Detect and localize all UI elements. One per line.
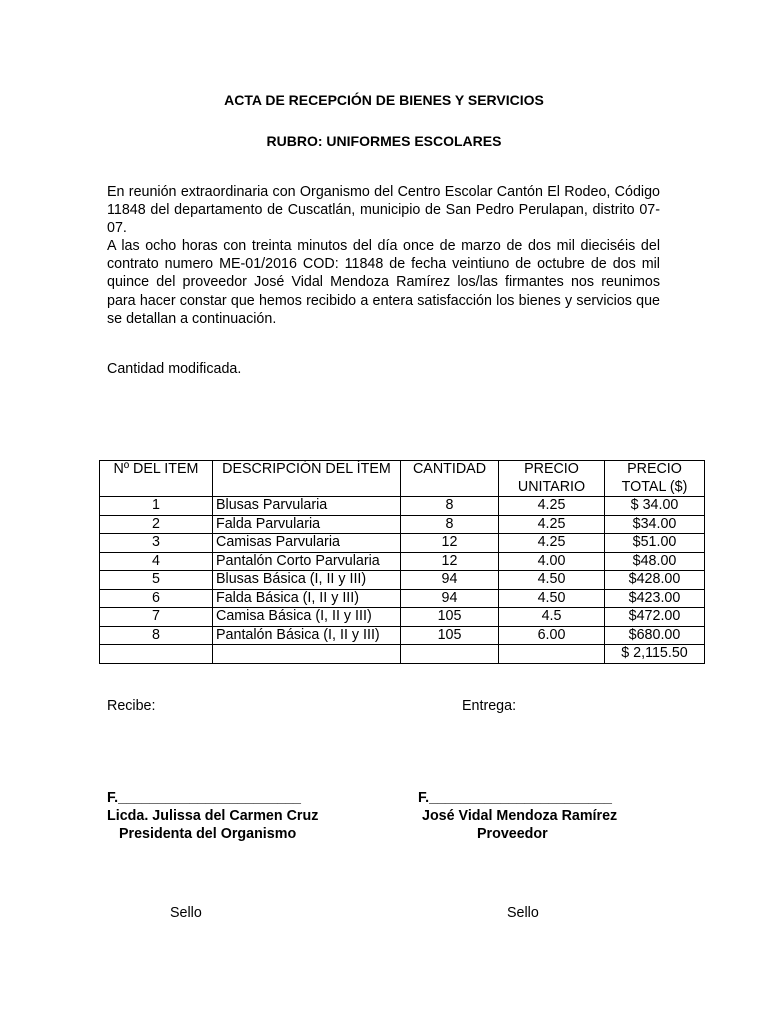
empty-cell (213, 645, 401, 664)
header-total-price: PRECIO TOTAL ($) (605, 461, 705, 497)
cell-quantity: 105 (401, 626, 499, 645)
cell-total-price: $472.00 (605, 608, 705, 627)
cell-description: Blusas Básica (I, II y III) (213, 571, 401, 590)
cell-quantity: 8 (401, 515, 499, 534)
cell-quantity: 94 (401, 589, 499, 608)
right-signature-line: F._______________________ (418, 790, 612, 806)
cell-item-number: 2 (100, 515, 213, 534)
cell-unit-price: 4.50 (499, 571, 605, 590)
cell-item-number: 3 (100, 534, 213, 553)
cantidad-note: Cantidad modificada. (107, 361, 242, 377)
cell-unit-price: 6.00 (499, 626, 605, 645)
entrega-label: Entrega: (462, 698, 517, 714)
table-row (100, 608, 705, 627)
cell-description: Pantalón Básica (I, II y III) (213, 626, 401, 645)
cell-item-number: 1 (100, 497, 213, 516)
cell-total-price: $51.00 (605, 534, 705, 553)
table-total-row (100, 645, 705, 664)
cell-unit-price: 4.25 (499, 534, 605, 553)
table-row (100, 571, 705, 590)
cell-item-number: 4 (100, 552, 213, 571)
document-subtitle: RUBRO: UNIFORMES ESCOLARES (266, 133, 502, 149)
cell-quantity: 8 (401, 497, 499, 516)
left-signer-role: Presidenta del Organismo (119, 826, 297, 842)
header-description: DESCRIPCIÓN DEL ÍTEM (213, 461, 401, 497)
cell-item-number: 7 (100, 608, 213, 627)
cell-total-price: $680.00 (605, 626, 705, 645)
cell-item-number: 8 (100, 626, 213, 645)
cell-total-price: $ 34.00 (605, 497, 705, 516)
table-row (100, 534, 705, 553)
intro-paragraph: En reunión extraordinaria con Organismo del Centro Escolar Cantón El Rodeo, Código 11848 del departamento de Cuscatlán, municipio de San Pedro Perulapan, distrito 07-07. (107, 184, 660, 237)
cell-unit-price: 4.5 (499, 608, 605, 627)
header-unit-price: PRECIO UNITARIO (499, 461, 605, 497)
empty-cell (499, 645, 605, 664)
cell-total-price: $423.00 (605, 589, 705, 608)
cell-total-price: $34.00 (605, 515, 705, 534)
cell-quantity: 94 (401, 571, 499, 590)
document-title: ACTA DE RECEPCIÓN DE BIENES Y SERVICIOS (224, 92, 544, 108)
cell-description: Falda Parvularia (213, 515, 401, 534)
recibe-label: Recibe: (107, 698, 156, 714)
table-row (100, 589, 705, 608)
table-header-row (100, 461, 705, 497)
table-row (100, 515, 705, 534)
cell-description: Camisas Parvularia (213, 534, 401, 553)
cell-unit-price: 4.25 (499, 497, 605, 516)
cell-unit-price: 4.50 (499, 589, 605, 608)
empty-cell (100, 645, 213, 664)
cell-quantity: 12 (401, 552, 499, 571)
header-quantity: CANTIDAD (401, 461, 499, 497)
cell-description: Blusas Parvularia (213, 497, 401, 516)
cell-item-number: 5 (100, 571, 213, 590)
cell-item-number: 6 (100, 589, 213, 608)
cell-description: Falda Básica (I, II y III) (213, 589, 401, 608)
table-row (100, 552, 705, 571)
cell-total-price: $428.00 (605, 571, 705, 590)
table-row (100, 626, 705, 645)
grand-total: $ 2,115.50 (605, 645, 705, 664)
empty-cell (401, 645, 499, 664)
right-signer-role: Proveedor (477, 826, 548, 842)
cell-unit-price: 4.25 (499, 515, 605, 534)
cell-total-price: $48.00 (605, 552, 705, 571)
left-signer-name: Licda. Julissa del Carmen Cruz (107, 808, 319, 824)
cell-unit-price: 4.00 (499, 552, 605, 571)
table-row (100, 497, 705, 516)
header-item-number: Nº DEL ITEM (100, 461, 213, 497)
cell-description: Pantalón Corto Parvularia (213, 552, 401, 571)
details-paragraph: A las ocho horas con treinta minutos del día once de marzo de dos mil dieciséis del contrato numero ME-01/2016 COD: 11848 de fecha veintiuno de octubre de dos mil quince del proveedor José Vidal Mendoza Ramírez los/las firmantes nos reunimos para hacer constar que hemos recibido a entera satisfacción los bienes y servicios que se detallan a continuación. (107, 238, 660, 327)
right-seal-label: Sello (507, 905, 539, 921)
left-seal-label: Sello (170, 905, 202, 921)
cell-quantity: 105 (401, 608, 499, 627)
cell-quantity: 12 (401, 534, 499, 553)
left-signature-line: F._______________________ (107, 790, 301, 806)
right-signer-name: José Vidal Mendoza Ramírez (422, 808, 618, 824)
items-table (99, 460, 705, 664)
cell-description: Camisa Básica (I, II y III) (213, 608, 401, 627)
